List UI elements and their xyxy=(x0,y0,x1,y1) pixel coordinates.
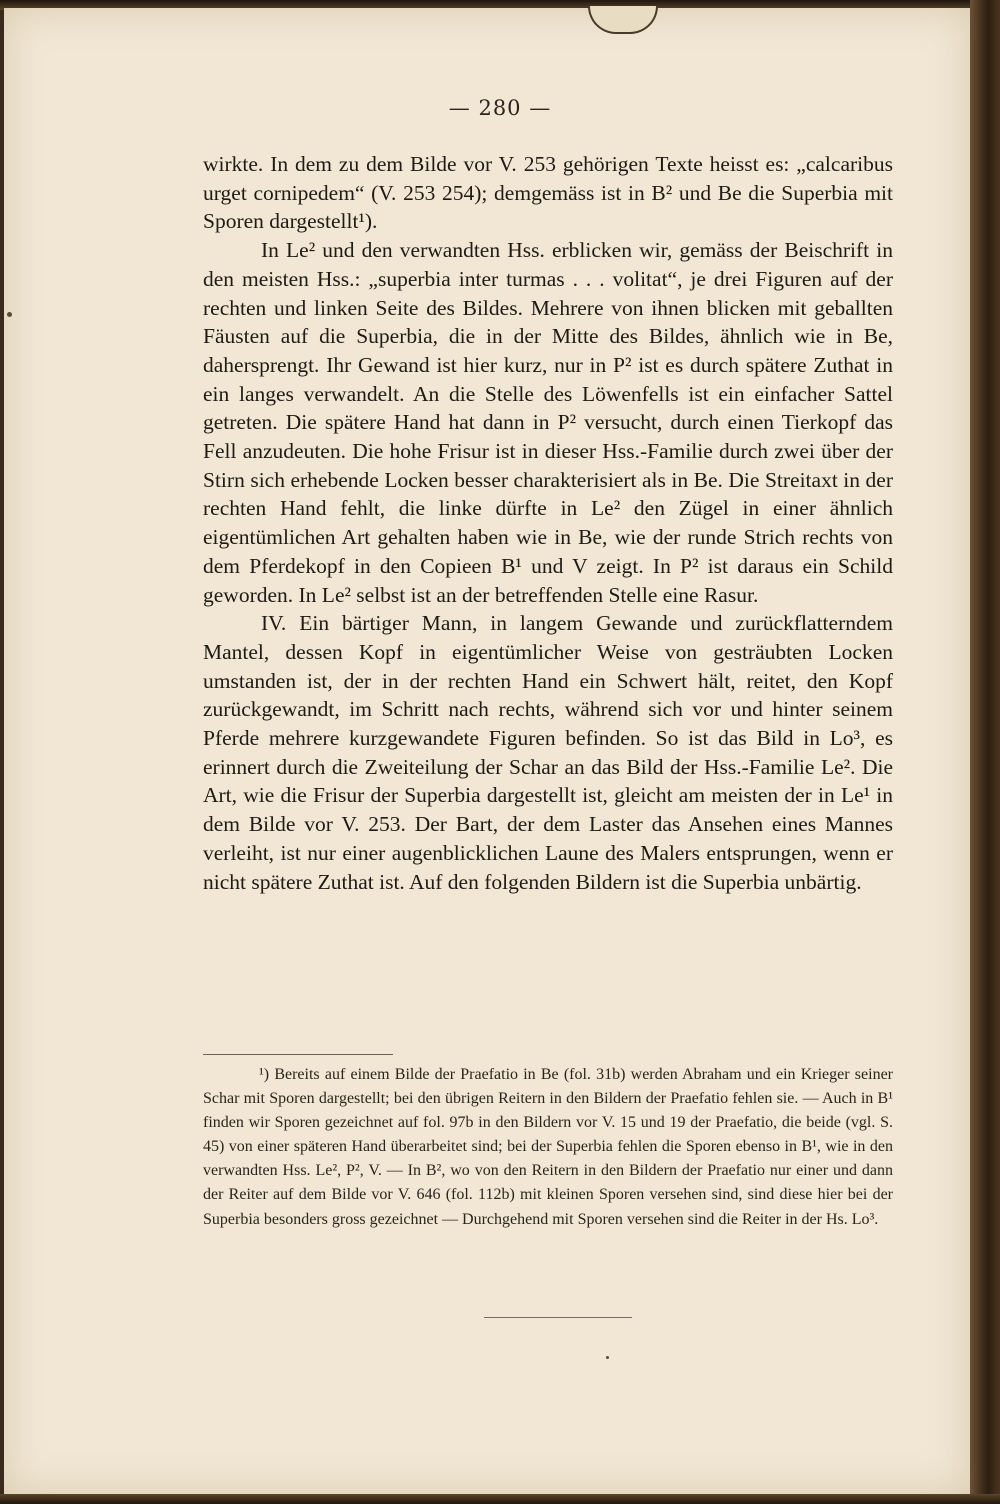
footnote-text: ¹) Bereits auf einem Bilde der Praefatio in Be (fol. 31b) werden Abraham und ein Krieger seiner Schar mit Sporen dargestellt; bei den übrigen Reitern in den Bildern der Praefatio fehlen sie. — Auch in B¹ finden wir Sporen gezeichnet auf fol. 97b in den Bildern vor V. 15 und 19 der Praefatio, die beide (vgl. S. 45) von einer späteren Hand überarbeitet sind; bei der Superbia fehlen die Sporen ebenso in B¹, wie in den verwandten Hss. Le², P², V. — In B², wo von den Reitern in den Bildern der Praefatio nur einer und dann der Reiter auf dem Bilde vor V. 646 (fol. 112b) mit kleinen Sporen versehen sind, sind diese hier bei der Superbia besonders gross gezeichnet — Durchgehend mit Sporen versehen sind die Reiter in der Hs. Lo³. xyxy=(203,1066,893,1228)
paragraph-2: In Le² und den verwandten Hss. erblicken wir, gemäss der Beischrift in den meisten Hss.: „superbia inter turmas . . . volitat“, je drei Figuren auf der rechten und linken Seite des Bildes. Mehrere von ihnen blicken mit geballten Fäusten auf die Superbia, die in der Mitte des Bildes, ähnlich wie in Be, dahersprengt. Ihr Gewand ist hier kurz, nur in P² ist es durch spätere Zuthat in ein langes verwandelt. An die Stelle des Löwenfells ist ein einfacher Sattel getreten. Die spätere Hand hat dann in P² versucht, durch einen Tierkopf das Fell anzudeuten. Die hohe Frisur ist in dieser Hss.-Familie durch zwei über der Stirn sich erhebende Locken besser charakterisiert als in Be. Die Streitaxt in der rechten Hand fehlt, die linke dürfte in Le² den Zügel in einer ähnlich eigentümlichen Art gehalten haben wie in Be, wie der runde Strich rechts von dem Pferdekopf in den Copieen B¹ und V zeigt. In P² ist daraus ein Schild geworden. In Le² selbst ist an der betreffenden Stelle eine Rasur. xyxy=(203,238,893,607)
book-spine-edge xyxy=(970,0,1000,1504)
end-divider xyxy=(484,1317,632,1318)
page-speck xyxy=(606,1356,609,1359)
paragraph-1: wirkte. In dem zu dem Bilde vor V. 253 gehörigen Texte heisst es: „calcaribus urget cornipedem“ (V. 253 254); demgemäss ist in B² und Be die Superbia mit Sporen dargestellt¹). xyxy=(203,152,893,234)
footnote xyxy=(203,1063,893,1232)
page-number: — 280 — xyxy=(448,96,552,120)
page-speck xyxy=(7,312,12,317)
main-text xyxy=(203,150,893,896)
footnote-divider xyxy=(203,1054,393,1055)
paragraph-3: IV. Ein bärtiger Mann, in langem Gewande und zurückflatterndem Mantel, dessen Kopf in eigentümlicher Weise von gesträubten Locken umstanden ist, der in der rechten Hand ein Schwert hält, reitet, den Kopf zurückgewandt, im Schritt nach rechts, während sich vor und hinter seinem Pferde mehrere kurzgewandete Figuren befinden. So ist das Bild in Lo³, es erinnert durch die Zweiteilung der Schar an das Bild der Hss.-Familie Le². Die Art, wie die Frisur der Superbia dargestellt ist, gleicht am meisten der in Le¹ in dem Bilde vor V. 253. Der Bart, der dem Laster das Ansehen eines Mannes verleiht, ist nur einer augenblicklichen Laune des Malers entsprungen, wenn er nicht spätere Zuthat ist. Auf den folgenden Bildern ist die Superbia unbärtig. xyxy=(203,611,893,894)
book-bottom-edge xyxy=(0,1494,1000,1504)
